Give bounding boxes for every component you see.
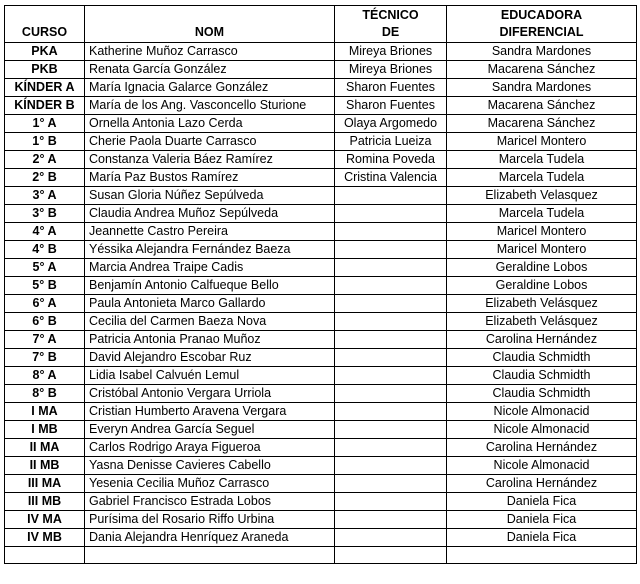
tecnico-cell (335, 385, 447, 403)
curso-cell: 4° B (5, 241, 85, 259)
tecnico-cell (335, 295, 447, 313)
header-tecnico-line2: DE (381, 25, 400, 39)
educadora-cell: Elizabeth Velásquez (447, 313, 637, 331)
table-row (5, 511, 637, 529)
tecnico-cell: Olaya Argomedo (335, 115, 447, 133)
table-row (5, 367, 637, 385)
table-row (5, 241, 637, 259)
header-nom: NOM (85, 6, 335, 43)
nom-cell: Carlos Rodrigo Araya Figueroa (85, 439, 335, 457)
curso-cell: 2° B (5, 169, 85, 187)
educadora-cell: Macarena Sánchez (447, 115, 637, 133)
educadora-cell: Marcela Tudela (447, 151, 637, 169)
nom-cell: Patricia Antonia Pranao Muñoz (85, 331, 335, 349)
nom-cell: Everyn Andrea García Seguel (85, 421, 335, 439)
nom-cell: Dania Alejandra Henríquez Araneda (85, 529, 335, 547)
tecnico-cell (335, 349, 447, 367)
table-row (5, 277, 637, 295)
tecnico-cell: Sharon Fuentes (335, 79, 447, 97)
curso-cell: II MB (5, 457, 85, 475)
educadora-cell: Geraldine Lobos (447, 277, 637, 295)
tecnico-cell: Sharon Fuentes (335, 97, 447, 115)
curso-cell: III MB (5, 493, 85, 511)
curso-cell: IV MA (5, 511, 85, 529)
nom-cell: Yéssika Alejandra Fernández Baeza (85, 241, 335, 259)
table-row (5, 439, 637, 457)
tecnico-cell (335, 457, 447, 475)
educadora-cell: Marcela Tudela (447, 205, 637, 223)
table-row (5, 61, 637, 79)
curso-cell: IV MB (5, 529, 85, 547)
nom-cell: Yasna Denisse Cavieres Cabello (85, 457, 335, 475)
nom-cell: Renata García González (85, 61, 335, 79)
nom-cell: David Alejandro Escobar Ruz (85, 349, 335, 367)
nom-cell: Purísima del Rosario Riffo Urbina (85, 511, 335, 529)
educadora-cell: Claudia Schmidth (447, 367, 637, 385)
nom-cell: Paula Antonieta Marco Gallardo (85, 295, 335, 313)
curso-cell: 7° B (5, 349, 85, 367)
educadora-cell: Daniela Fica (447, 511, 637, 529)
educadora-cell: Claudia Schmidth (447, 385, 637, 403)
curso-cell: I MA (5, 403, 85, 421)
table-row (5, 43, 637, 61)
table-row (5, 97, 637, 115)
tecnico-cell (335, 277, 447, 295)
nom-cell: Ornella Antonia Lazo Cerda (85, 115, 335, 133)
tecnico-cell: Mireya Briones (335, 43, 447, 61)
table-row (5, 205, 637, 223)
curso-cell: 6° A (5, 295, 85, 313)
tecnico-cell (335, 367, 447, 385)
table-row (5, 133, 637, 151)
nom-cell: Katherine Muñoz Carrasco (85, 43, 335, 61)
curso-cell (5, 547, 85, 564)
table-row (5, 259, 637, 277)
table-row (5, 493, 637, 511)
curso-cell: 1° A (5, 115, 85, 133)
educadora-cell: Marcela Tudela (447, 169, 637, 187)
header-educadora (447, 6, 637, 43)
table-row (5, 295, 637, 313)
tecnico-cell (335, 439, 447, 457)
tecnico-cell: Romina Poveda (335, 151, 447, 169)
educadora-cell: Nicole Almonacid (447, 421, 637, 439)
educadora-cell: Sandra Mardones (447, 79, 637, 97)
nom-cell: María de los Ang. Vasconcello Sturione (85, 97, 335, 115)
tecnico-cell: Cristina Valencia (335, 169, 447, 187)
tecnico-cell (335, 421, 447, 439)
tecnico-cell (335, 547, 447, 564)
curso-cell: II MA (5, 439, 85, 457)
table-row (5, 115, 637, 133)
curso-cell: 5° B (5, 277, 85, 295)
nom-cell: Cristian Humberto Aravena Vergara (85, 403, 335, 421)
curso-cell: 2° A (5, 151, 85, 169)
curso-cell: 7° A (5, 331, 85, 349)
nom-cell: Constanza Valeria Báez Ramírez (85, 151, 335, 169)
table-row (5, 79, 637, 97)
nom-cell: Gabriel Francisco Estrada Lobos (85, 493, 335, 511)
table-row (5, 475, 637, 493)
table-row (5, 151, 637, 169)
tecnico-cell (335, 529, 447, 547)
nom-cell: Claudia Andrea Muñoz Sepúlveda (85, 205, 335, 223)
educadora-cell: Macarena Sánchez (447, 61, 637, 79)
nom-cell: María Ignacia Galarce González (85, 79, 335, 97)
tecnico-cell (335, 259, 447, 277)
tecnico-cell: Mireya Briones (335, 61, 447, 79)
educadora-cell: Maricel Montero (447, 223, 637, 241)
nom-cell: Benjamín Antonio Calfueque Bello (85, 277, 335, 295)
nom-cell: Cristóbal Antonio Vergara Urriola (85, 385, 335, 403)
curso-cell: 6° B (5, 313, 85, 331)
table-row (5, 313, 637, 331)
nom-cell: Cecilia del Carmen Baeza Nova (85, 313, 335, 331)
table-row (5, 331, 637, 349)
table-row (5, 457, 637, 475)
tecnico-cell (335, 493, 447, 511)
tecnico-cell (335, 205, 447, 223)
educadora-cell: Maricel Montero (447, 241, 637, 259)
nom-cell: Marcia Andrea Traipe Cadis (85, 259, 335, 277)
nom-cell: Susan Gloria Núñez Sepúlveda (85, 187, 335, 205)
educadora-cell: Carolina Hernández (447, 475, 637, 493)
header-curso: CURSO (5, 6, 85, 43)
table-header-row (5, 6, 637, 43)
table-row (5, 169, 637, 187)
educadora-cell: Claudia Schmidth (447, 349, 637, 367)
nom-cell: Cherie Paola Duarte Carrasco (85, 133, 335, 151)
nom-cell: Lidia Isabel Calvuén Lemul (85, 367, 335, 385)
educadora-cell: Elizabeth Velasquez (447, 187, 637, 205)
table-row (5, 223, 637, 241)
educadora-cell: Maricel Montero (447, 133, 637, 151)
tecnico-cell (335, 223, 447, 241)
nom-cell: Yesenia Cecilia Muñoz Carrasco (85, 475, 335, 493)
curso-cell: 8° B (5, 385, 85, 403)
educadora-cell (447, 547, 637, 564)
curso-cell: I MB (5, 421, 85, 439)
table-body (5, 43, 637, 564)
curso-cell: 8° A (5, 367, 85, 385)
tecnico-cell (335, 241, 447, 259)
tecnico-cell (335, 187, 447, 205)
curso-cell: PKA (5, 43, 85, 61)
curso-cell: 5° A (5, 259, 85, 277)
tecnico-cell (335, 331, 447, 349)
educadora-cell: Daniela Fica (447, 493, 637, 511)
nom-cell: María Paz Bustos Ramírez (85, 169, 335, 187)
educadora-cell: Nicole Almonacid (447, 457, 637, 475)
nom-cell (85, 547, 335, 564)
table-row (5, 547, 637, 564)
teachers-table (4, 5, 637, 564)
header-tecnico (335, 6, 447, 43)
educadora-cell: Macarena Sánchez (447, 97, 637, 115)
educadora-cell: Geraldine Lobos (447, 259, 637, 277)
tecnico-cell (335, 475, 447, 493)
curso-cell: 3° B (5, 205, 85, 223)
table-row (5, 349, 637, 367)
table-row (5, 403, 637, 421)
table-row (5, 385, 637, 403)
educadora-cell: Sandra Mardones (447, 43, 637, 61)
educadora-cell: Carolina Hernández (447, 331, 637, 349)
curso-cell: PKB (5, 61, 85, 79)
curso-cell: III MA (5, 475, 85, 493)
educadora-cell: Daniela Fica (447, 529, 637, 547)
nom-cell: Jeannette Castro Pereira (85, 223, 335, 241)
curso-cell: KÍNDER B (5, 97, 85, 115)
curso-cell: 4° A (5, 223, 85, 241)
curso-cell: KÍNDER A (5, 79, 85, 97)
educadora-cell: Elizabeth Velásquez (447, 295, 637, 313)
curso-cell: 1° B (5, 133, 85, 151)
tecnico-cell (335, 313, 447, 331)
table-row (5, 421, 637, 439)
table-row (5, 187, 637, 205)
educadora-cell: Nicole Almonacid (447, 403, 637, 421)
tecnico-cell (335, 511, 447, 529)
table-row (5, 529, 637, 547)
curso-cell: 3° A (5, 187, 85, 205)
tecnico-cell: Patricia Lueiza (335, 133, 447, 151)
tecnico-cell (335, 403, 447, 421)
educadora-cell: Carolina Hernández (447, 439, 637, 457)
header-educadora-line2: DIFERENCIAL (499, 25, 584, 39)
header-tecnico-line1: TÉCNICO (362, 8, 419, 22)
header-educadora-line1: EDUCADORA (500, 8, 583, 22)
